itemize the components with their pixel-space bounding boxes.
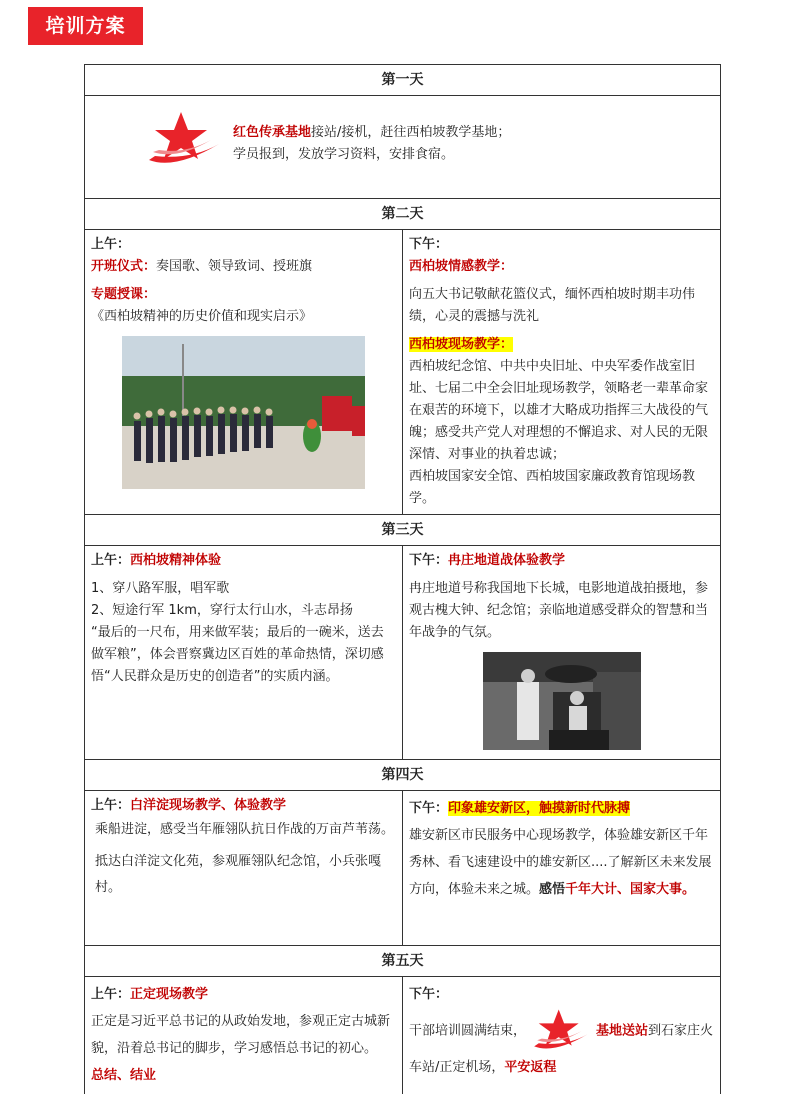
day4-afternoon [403,791,721,946]
day1-line2: 学员报到，发放学习资料，安排食宿。 [233,147,455,162]
day4-am-text-2: 抵达白洋淀文化苑，参观雁翎队纪念馆，小兵张嘎村。 [95,854,382,895]
section-tag: 培训方案 [28,7,143,45]
day3-morning [85,546,403,760]
day1-line1: 接站/接机，赶往西柏坡教学基地； [311,125,511,140]
day5-am-topic: 正定现场教学 [130,987,209,1002]
lecture-text: 《西柏坡精神的历史价值和现实启示》 [91,309,313,324]
day3-pm-topic: 冉庄地道战体验教学 [448,553,566,568]
day4-am-topic: 白洋淀现场教学、体验教学 [130,798,287,813]
field-text-1: 西柏坡纪念馆、中共中央旧址、中央军委作战室旧址、七届二中全会旧址现场教学，领略老一辈革命家在艰苦的环境下，以雄才大略成功指挥三大战役的气魄；感受共产党人对理想的不懈追求、对人民的无限深情、对事业的执着忠诚； [409,359,709,462]
field-title: 西柏坡现场教学： [409,337,514,352]
day3-am-topic: 西柏坡精神体验 [130,553,222,568]
day3-am-text: “最后的一尺布，用来做军装；最后的一碗米，送去做军粮”，体会晋察冀边区百姓的革命热情，深切感悟“人民群众是历史的创造者”的实质内涵。 [91,625,384,684]
base-name: 红色传承基地 [233,125,312,140]
day3-afternoon [403,546,721,760]
day3-title: 第三天 [85,515,721,546]
tunnel-warfare-photo [483,652,641,750]
red-star-logo-icon [145,110,223,178]
day4-feel-prefix: 感悟 [539,882,566,897]
field-text-2: 西柏坡国家安全馆、西柏坡国家廉政教育馆现场教学。 [409,469,696,506]
day4-title: 第四天 [85,760,721,791]
day5-title: 第五天 [85,946,721,977]
day4-am-text-1: 乘船进淀，感受当年雁翎队抗日作战的万亩芦苇荡。 [95,822,395,837]
safe-return: 平安返程 [504,1060,557,1075]
day4-morning [85,791,403,946]
day1-title: 第一天 [85,65,721,96]
opening-title: 开班仪式： [91,259,157,274]
day5-afternoon [403,977,721,1094]
day3-item-1: 1、穿八路军服，唱军歌 [91,581,230,596]
day5-am-label: 上午： [91,987,131,1002]
day4-pm-topic: 印象雄安新区，触摸新时代脉搏 [448,801,631,816]
day5-morning [85,977,403,1094]
ceremony-photo [122,336,365,489]
day3-pm-text: 冉庄地道号称我国地下长城，电影地道战拍摄地，参观古槐大钟、纪念馆；亲临地道感受群众的智慧和当年战争的气氛。 [409,581,709,640]
day4-am-label: 上午： [91,798,131,813]
day5-pm-text-2: 到石家庄火车站/正定机场， [409,1023,714,1075]
day3-pm-label: 下午： [409,553,449,568]
day2-pm-label: 下午： [409,237,449,252]
day1-content [85,96,721,199]
day2-afternoon [403,230,721,515]
day2-morning [85,230,403,515]
emotion-title: 西柏坡情感教学： [409,259,514,274]
day5-pm-text-1: 干部培训圆满结束， [409,1023,527,1039]
send-off: 基地送站 [596,1023,649,1039]
day5-pm-label: 下午： [409,987,449,1002]
opening-text: 奏国歌、领导致词、授班旗 [156,259,313,274]
emotion-text: 向五大书记敬献花篮仪式，缅怀西柏坡时期丰功伟绩，心灵的震撼与洗礼 [409,287,696,324]
day2-title: 第二天 [85,199,721,230]
training-schedule-table [84,64,721,1094]
day5-am-text: 正定是习近平总书记的从政始发地，参观正定古城新貌，沿着总书记的脚步，学习感悟总书记的初心。 [91,1014,391,1056]
day3-item-2: 2、短途行军 1km，穿行太行山水，斗志昂扬 [91,603,353,618]
day2-am-label: 上午： [91,237,131,252]
day4-pm-text: 雄安新区市民服务中心现场教学，体验雄安新区千年秀林、看飞速建设中的雄安新区....了解新区未来发展方向，体验未来之城。 [409,828,712,897]
red-star-logo-icon [526,1008,596,1054]
day4-feel-red: 千年大计、国家大事。 [565,882,696,897]
lecture-title: 专题授课： [91,287,157,302]
day3-am-label: 上午： [91,553,131,568]
day5-summary: 总结、结业 [91,1068,157,1083]
day4-pm-label: 下午： [409,801,449,816]
